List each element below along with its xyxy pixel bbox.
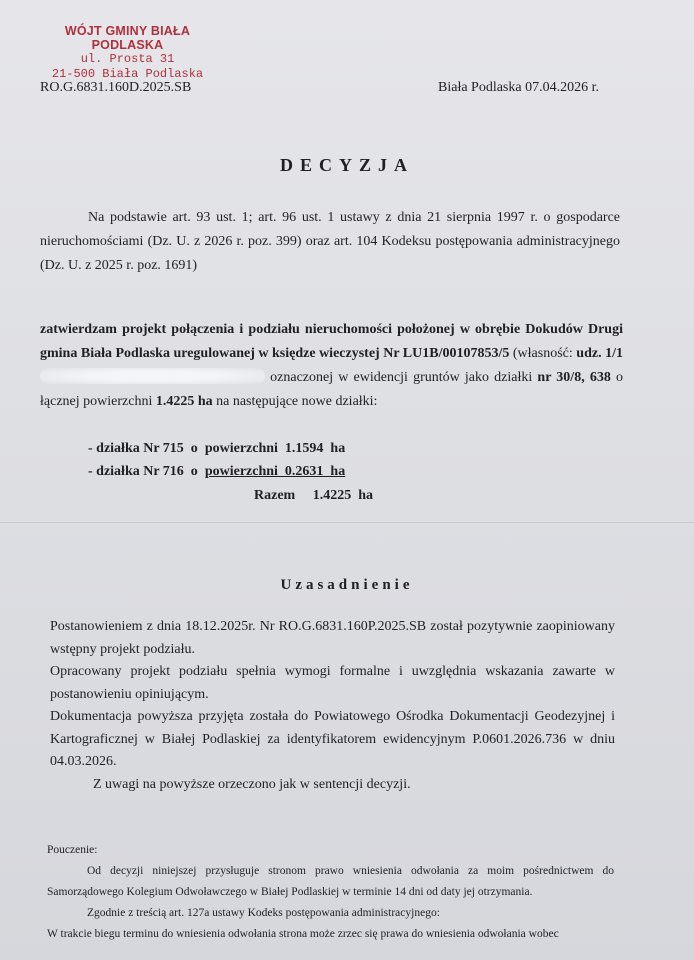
parcel-prefix: - działka Nr 716 o [88,464,205,479]
justification-paragraph: Postanowieniem z dnia 18.12.2025r. Nr RO.G.6831.160P.2025.SB został pozytywnie zaopiniowany wstępny projekt podziału. [50,619,615,657]
parcel-row [88,460,345,483]
registry-text: oznaczonej w ewidencji gruntów jako działki [265,370,538,385]
parcels-total: Razem 1.4225 ha [254,488,373,503]
justification [50,616,615,796]
ownership-prefix: (własność: [512,346,577,361]
stamp-street: ul. Prosta 31 [80,52,175,66]
office-stamp [40,24,215,82]
legal-basis-text: Na podstawie art. 93 ust. 1; art. 96 ust. 1 ustawy z dnia 21 sierpnia 1997 r. o gospodarce nieruchomościami (Dz. U. z 2026 r. poz. 399) oraz art. 104 Kodeksu postępowania administracyjnego (Dz. U. z 2025 r. poz. 1691) [40,210,620,273]
place-and-date: Biała Podlaska 07.04.2026 r. [438,80,599,95]
parcel-row [88,437,345,460]
parcel-area: powierzchni 1.1594 ha [204,441,346,456]
parcel-prefix: - działka Nr 715 o [88,441,205,456]
justification-paragraph: Dokumentacja powyższa przyjęta została do Powiatowego Ośrodka Dokumentacji Geodezyjnej i Kartograficznej w Białej Podlaskiej za identyfikatorem ewidencyjnym P.0601.2026.736 w dniu 04.03.2026. [50,709,615,769]
case-reference: RO.G.6831.160D.2025.SB [40,80,192,95]
instruction-heading: Pouczenie: [47,844,98,856]
ruling [40,318,623,414]
parcel-numbers: nr 30/8, 638 [537,370,611,385]
document-title: DECYZJA [279,155,414,175]
new-parcels-list [88,437,345,483]
parcel-area: powierzchni 0.2631 ha [204,464,346,479]
ruling-intro: zatwierdzam projekt połączenia i podziału nieruchomości położonej w obrębie Dokudów Drugi gmina Biała Podlaska uregulowanej w księdze wieczystej Nr LU1B/00107853/5 [40,322,623,361]
stamp-office-name: WÓJT GMINY BIAŁA PODLASKA [64,24,191,52]
redacted-owner [40,368,265,384]
appeal-instruction [47,840,614,945]
instruction-paragraph: Od decyzji niniejszej przysługuje stronom prawo wniesienia odwołania za moim pośrednictwem do Samorządowego Kolegium Odwoławczego w Białej Podlaskiej w terminie 14 dni od daty jej otrzymania. [47,865,614,898]
instruction-paragraph: Zgodnie z treścią art. 127a ustawy Kodeks postępowania administracyjnego: [87,907,440,919]
instruction-paragraph: W trakcie biegu terminu do wniesienia odwołania strona może zrzec się prawa do wniesienia odwołania wobec [47,928,559,940]
total-area: 1.4225 ha [155,394,213,409]
area-text: o łącznej powierzchni [40,370,623,409]
legal-basis [40,206,620,278]
stamp-postal-city: 21-500 Biała Podlaska [51,67,204,81]
ownership-share: udz. 1/1 [576,346,623,361]
justification-title: Uzasadnienie [280,577,414,593]
paper-fold [0,522,694,523]
ruling-ending: na następujące nowe działki: [212,394,378,409]
justification-paragraph: Z uwagi na powyższe orzeczono jak w sentencji decyzji. [93,776,411,792]
justification-paragraph: Opracowany projekt podziału spełnia wymogi formalne i uwzględnia wskazania zawarte w postanowieniu opiniującym. [50,664,615,702]
